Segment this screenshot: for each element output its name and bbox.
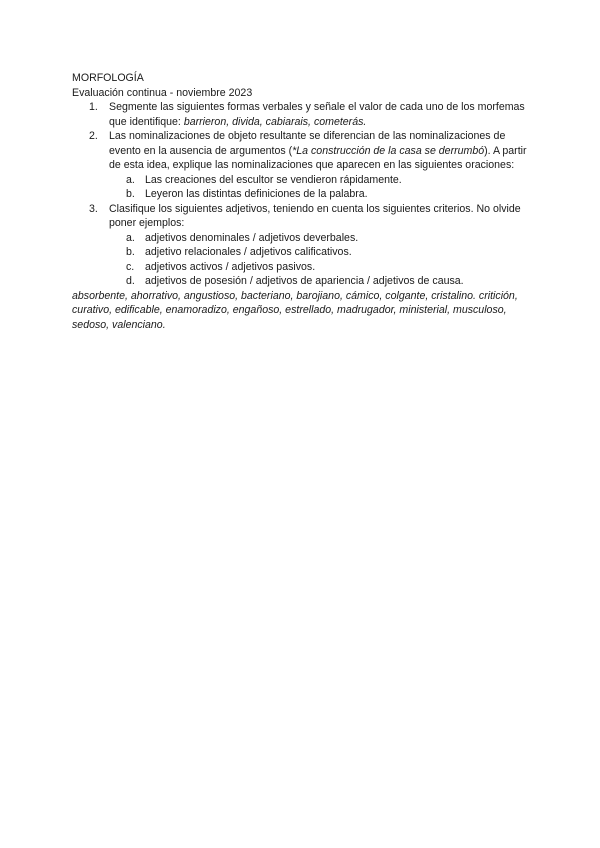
sub-item-text: adjetivos activos / adjetivos pasivos.	[145, 260, 316, 273]
sub-item-text: Las creaciones del escultor se vendieron rápidamente.	[145, 173, 402, 186]
question-number: 1.	[89, 101, 98, 113]
sub-item-letter: c.	[126, 260, 135, 273]
question-3	[72, 202, 532, 289]
document-subtitle: Evaluación continua - noviembre 2023	[72, 86, 253, 99]
question-text: Clasifique los siguientes adjetivos, teniendo en cuenta los siguientes criterios. No olvide poner ejemplos:	[109, 202, 521, 229]
sub-item	[109, 187, 532, 202]
sub-item	[109, 173, 532, 188]
sub-item-letter: b.	[126, 188, 135, 200]
sub-item	[109, 245, 532, 260]
document-title: MORFOLOGÍA	[72, 72, 144, 84]
sub-item-list	[109, 173, 532, 202]
question-number: 3.	[89, 202, 98, 215]
question-number: 2.	[89, 130, 98, 142]
document-page	[72, 71, 532, 332]
question-examples: barrieron, divida, cabiarais, cometerás.	[183, 115, 367, 128]
sub-item-letter: b.	[126, 246, 135, 258]
sub-item-text: adjetivos denominales / adjetivos deverbales.	[145, 231, 359, 244]
sub-item	[109, 231, 532, 246]
question-1	[72, 100, 532, 129]
sub-item-letter: a.	[126, 173, 135, 186]
sub-item-letter: a.	[126, 231, 135, 244]
sub-item	[109, 260, 532, 275]
adjective-list: absorbente, ahorrativo, angustioso, bacteriano, barojiano, cámico, colgante, cristalino. critición, curativo, edificable, enamoradizo, engañoso, estrellado, madrugador, ministerial, musculoso, sedoso, valenciano.	[72, 289, 518, 331]
question-text-before: Las nominalizaciones de objeto resultante se diferencian de las nominalizaciones de evento en la ausencia de argumentos (	[109, 130, 506, 157]
sub-item	[109, 274, 532, 289]
question-example-sentence: *La construcción de la casa se derrumbó	[292, 144, 485, 157]
sub-item-text: Leyeron las distintas definiciones de la palabra.	[145, 188, 368, 200]
sub-item-text: adjetivos de posesión / adjetivos de apariencia / adjetivos de causa.	[145, 275, 464, 287]
question-2	[72, 129, 532, 202]
question-list	[72, 100, 532, 289]
question-text-after: ). A partir de esta idea, explique las nominalizaciones que aparecen en las siguientes oraciones:	[109, 144, 527, 171]
sub-item-letter: d.	[126, 275, 135, 287]
sub-item-list	[109, 231, 532, 289]
question-text: Segmente las siguientes formas verbales y señale el valor de cada uno de los morfemas que identifique:	[109, 101, 525, 128]
sub-item-text: adjetivo relacionales / adjetivos calificativos.	[145, 246, 352, 258]
